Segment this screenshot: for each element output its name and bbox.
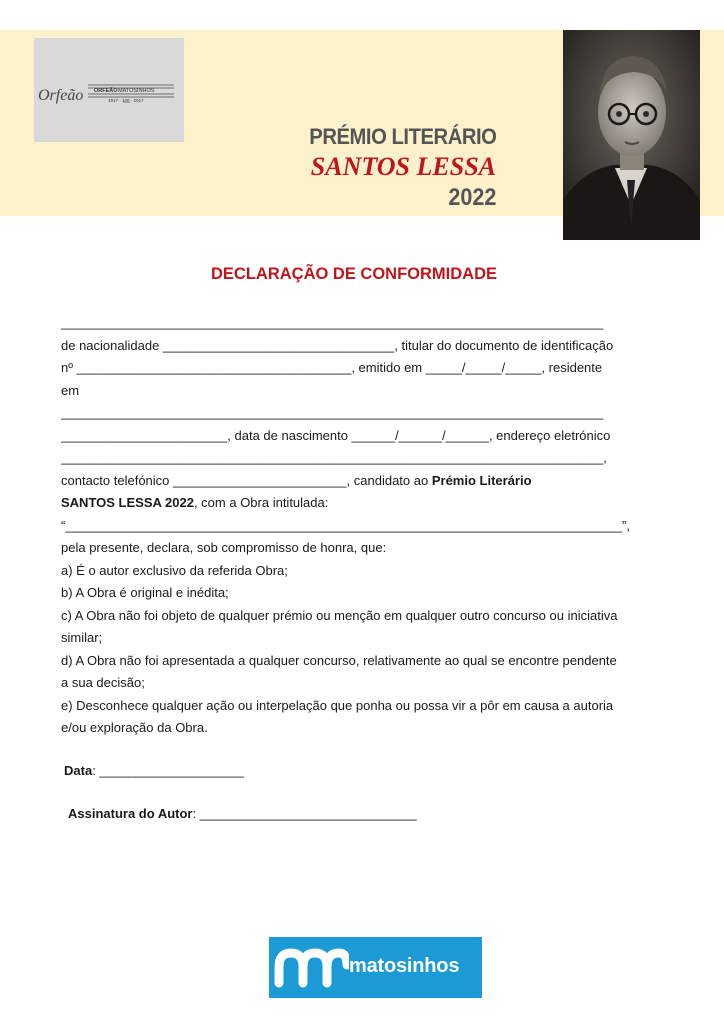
prize-edition-bold: SANTOS LESSA 2022: [61, 495, 194, 510]
logo-name-part2: MATOSINHOS: [118, 88, 155, 94]
date-blank: : ____________________: [92, 763, 245, 778]
document-heading: DECLARAÇÃO DE CONFORMIDADE: [211, 265, 497, 283]
phone-text: contacto telefónico ________________________, candidato ao: [61, 472, 429, 488]
award-name: SANTOS LESSA: [310, 152, 496, 181]
clause-b: b) A Obra é original e inédita;: [61, 585, 229, 600]
address-blank-line: ___________________________________________________________________________: [61, 405, 604, 420]
date-label: Data: [64, 763, 93, 778]
author-portrait-photo: [563, 30, 700, 240]
award-year: 2022: [447, 184, 496, 211]
clause-e-line2: e/ou exploração da Obra.: [61, 720, 208, 735]
author-signature-blank: : ______________________________: [192, 806, 417, 821]
clause-d-line1: d) A Obra não foi apresentada a qualquer concurso, relativamente ao qual se encontre pendente: [61, 652, 617, 668]
work-title-intro-text: , com a Obra intitulada:: [193, 495, 329, 510]
matosinhos-m-icon: [269, 937, 349, 998]
prize-name-bold: Prémio Literário: [431, 472, 532, 488]
clause-e-line1: e) Desconhece qualquer ação ou interpelação que ponha ou possa vir a pôr em causa a autoria: [61, 697, 614, 713]
author-signature-label: Assinatura do Autor: [68, 806, 193, 821]
phone-candidate-line: [61, 470, 647, 493]
date-signature-field: [64, 763, 244, 778]
logo-script-text: Orfeão: [38, 87, 84, 104]
work-title-blank-line: “_____________________________________________________________________________”,: [61, 517, 630, 533]
matosinhos-wordmark: matosinhos: [349, 955, 460, 977]
orfeao-logo: [34, 38, 184, 142]
id-document-line: nº ______________________________________, emitido em _____/_____/_____, residente: [61, 360, 603, 375]
clause-c-line2: similar;: [61, 630, 103, 645]
residence-label-line: em: [61, 382, 80, 398]
clause-c-line1: c) A Obra não foi objeto de qualquer prémio ou menção em qualquer outro concurso ou iniciativa: [61, 607, 618, 623]
declaration-form: [61, 312, 647, 740]
award-title: PRÉMIO LITERÁRIO: [308, 124, 496, 149]
name-blank-line: ___________________________________________________________________________: [61, 315, 604, 330]
clause-d-line2: a sua decisão;: [61, 675, 145, 690]
matosinhos-logo: [269, 937, 482, 998]
logo-name-part1: ORFEÃO: [94, 88, 118, 94]
declaration-intro: pela presente, declara, sob compromisso de honra, que:: [61, 540, 387, 555]
work-title-intro-line: [61, 492, 647, 515]
clause-a: a) É o autor exclusivo da referida Obra;: [61, 562, 288, 578]
birthdate-email-line: _______________________, data de nascimento ______/______/______, endereço eletrónico: [61, 427, 611, 443]
nationality-line: de nacionalidade ________________________________, titular do documento de identificação: [61, 337, 614, 353]
logo-years: 1917 · 1̲0̲0̲ · 2017: [108, 98, 144, 103]
author-signature-field: [68, 806, 417, 821]
email-blank-line: ___________________________________________________________________________,: [61, 450, 607, 465]
